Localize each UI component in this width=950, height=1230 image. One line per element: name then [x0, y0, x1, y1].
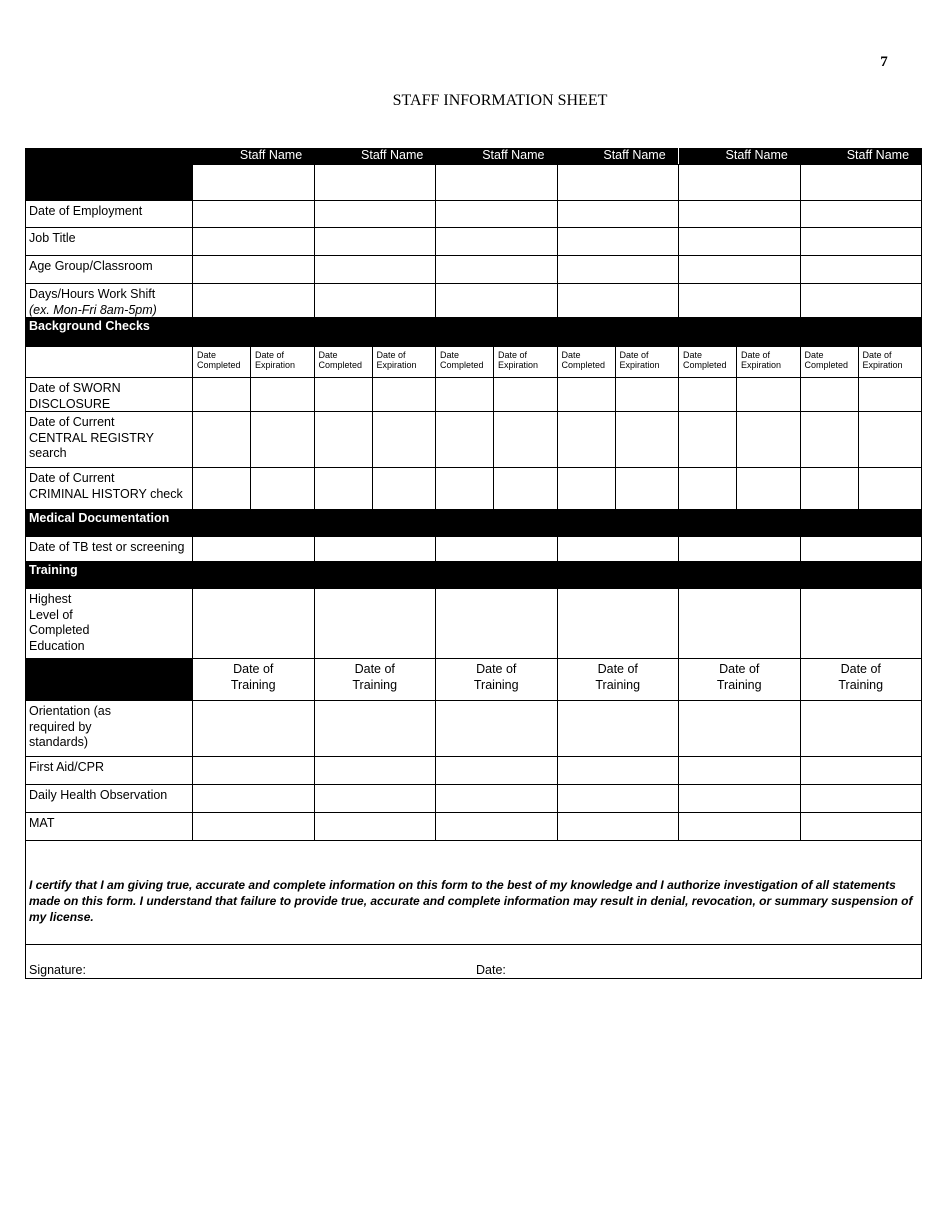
days-hours-field[interactable]: [558, 284, 680, 317]
background-subheader-row: [26, 346, 921, 377]
date-expiration-header: Date of Expiration: [376, 350, 417, 370]
staff-name-header: Staff Name: [725, 148, 788, 162]
background-check-group: [801, 468, 922, 509]
mat-field[interactable]: [558, 813, 680, 840]
date-expiration-field[interactable]: [494, 378, 557, 411]
date-expiration-field[interactable]: [251, 412, 314, 467]
date-of-employment-field[interactable]: [436, 201, 558, 227]
days-hours-row: [26, 283, 921, 317]
background-subheader-group: [436, 347, 558, 377]
daily-health-field[interactable]: [558, 785, 680, 812]
date-of-employment-field[interactable]: [315, 201, 437, 227]
date-expiration-field[interactable]: [373, 468, 436, 509]
job-title-field[interactable]: [801, 228, 922, 255]
date-of-employment-field[interactable]: [801, 201, 922, 227]
orientation-row: [26, 700, 921, 756]
mat-field[interactable]: [801, 813, 922, 840]
date-expiration-header: Date of Expiration: [498, 350, 539, 370]
date-expiration-field[interactable]: [251, 468, 314, 509]
tb-test-row: [26, 536, 921, 561]
background-check-group: [558, 412, 680, 467]
date-completed-header: Date Completed: [193, 347, 251, 377]
staff-name-header: Staff Name: [361, 148, 424, 162]
staff-name-header: Staff Name: [482, 148, 545, 162]
daily-health-field[interactable]: [193, 785, 315, 812]
staff-name-field[interactable]: [558, 165, 680, 200]
date-of-training-header: Date of Training: [679, 659, 801, 700]
background-check-group: [679, 412, 801, 467]
mat-field[interactable]: [679, 813, 801, 840]
date-completed-field[interactable]: [315, 378, 373, 411]
age-group-field[interactable]: [801, 256, 922, 283]
date-expiration-field[interactable]: [737, 378, 800, 411]
date-completed-header: Date Completed: [558, 347, 616, 377]
background-check-group: [315, 468, 437, 509]
staff-name-field[interactable]: [315, 165, 437, 200]
certification-statement: I certify that I am giving true, accurate and complete information on this form to the best of my knowledge and I authorize investigation of all statements made on this form. I understand that failure to provide true, accurate and complete information may result in denial, revocation, or summary suspension of my license.: [26, 840, 921, 944]
date-completed-field[interactable]: [679, 468, 737, 509]
first-aid-field[interactable]: [558, 757, 680, 784]
training-section: Training: [26, 561, 921, 588]
signature-label: Signature:: [29, 963, 86, 977]
date-completed-header: Date Completed: [679, 347, 737, 377]
date-expiration-header: Date of Expiration: [741, 350, 782, 370]
background-check-group: [558, 468, 680, 509]
background-check-group: [801, 378, 922, 411]
education-field[interactable]: [193, 589, 315, 658]
education-field[interactable]: [315, 589, 437, 658]
date-expiration-field[interactable]: [859, 468, 922, 509]
age-group-row: [26, 255, 921, 283]
page-title: STAFF INFORMATION SHEET: [392, 92, 608, 109]
date-completed-field[interactable]: [801, 468, 859, 509]
job-title-label: Job Title: [26, 228, 193, 255]
central-registry-row: [26, 411, 921, 467]
date-completed-field[interactable]: [315, 412, 373, 467]
days-hours-field[interactable]: [436, 284, 558, 317]
date-of-training-header: Date of Training: [315, 659, 437, 700]
date-completed-field[interactable]: [801, 412, 859, 467]
background-check-group: [436, 468, 558, 509]
background-check-group: [801, 412, 922, 467]
first-aid-label: First Aid/CPR: [26, 757, 193, 784]
days-hours-field[interactable]: [679, 284, 801, 317]
date-completed-field[interactable]: [679, 378, 737, 411]
date-completed-field[interactable]: [679, 412, 737, 467]
date-expiration-field[interactable]: [616, 412, 679, 467]
staff-name-header: Staff Name: [239, 148, 303, 162]
tb-test-field[interactable]: [679, 537, 801, 561]
date-expiration-field[interactable]: [494, 468, 557, 509]
staff-name-field[interactable]: [801, 165, 922, 200]
date-of-training-header-row: [26, 658, 921, 700]
date-expiration-field[interactable]: [251, 378, 314, 411]
first-aid-field[interactable]: [436, 757, 558, 784]
tb-test-field[interactable]: [436, 537, 558, 561]
background-check-group: [558, 378, 680, 411]
daily-health-field[interactable]: [801, 785, 922, 812]
days-hours-label: [26, 284, 193, 317]
date-expiration-field[interactable]: [616, 378, 679, 411]
first-aid-field[interactable]: [679, 757, 801, 784]
central-registry-label: Date of Current CENTRAL REGISTRY search: [26, 412, 193, 467]
background-subheader-group: [315, 347, 437, 377]
tb-test-label: Date of TB test or screening: [26, 537, 193, 561]
date-of-training-header: Date of Training: [558, 659, 680, 700]
job-title-field[interactable]: [558, 228, 680, 255]
date-completed-field[interactable]: [193, 412, 251, 467]
days-hours-field[interactable]: [315, 284, 437, 317]
date-completed-field[interactable]: [436, 412, 494, 467]
job-title-field[interactable]: [193, 228, 315, 255]
date-of-employment-field[interactable]: [679, 201, 801, 227]
job-title-field[interactable]: [436, 228, 558, 255]
date-expiration-field[interactable]: [737, 412, 800, 467]
days-hours-field[interactable]: [193, 284, 315, 317]
page-number: 7: [880, 54, 888, 70]
date-completed-field[interactable]: [193, 468, 251, 509]
criminal-history-row: [26, 467, 921, 509]
daily-health-label: Daily Health Observation: [26, 785, 193, 812]
sworn-disclosure-label: Date of SWORN DISCLOSURE: [26, 378, 193, 411]
staff-name-header: Staff Name: [846, 148, 910, 162]
date-of-training-header: Date of Training: [436, 659, 558, 700]
background-check-group: [315, 412, 437, 467]
staff-name-label-black: [26, 165, 193, 200]
date-completed-field[interactable]: [315, 468, 373, 509]
training-header-corner: [26, 659, 193, 700]
date-completed-field[interactable]: [558, 468, 616, 509]
mat-field[interactable]: [193, 813, 315, 840]
staff-information-form: [25, 148, 922, 979]
first-aid-row: [26, 756, 921, 784]
mat-label: MAT: [26, 813, 193, 840]
tb-test-field[interactable]: [558, 537, 680, 561]
signature-row[interactable]: [26, 944, 921, 978]
date-of-training-header: Date of Training: [193, 659, 315, 700]
mat-row: [26, 812, 921, 840]
date-expiration-field[interactable]: [737, 468, 800, 509]
education-field[interactable]: [558, 589, 680, 658]
date-expiration-header: Date of Expiration: [619, 350, 660, 370]
education-field[interactable]: [801, 589, 922, 658]
staff-name-header: Staff Name: [557, 148, 679, 164]
staff-name-field[interactable]: [193, 165, 315, 200]
orientation-label: Orientation (as required by standards): [26, 701, 193, 756]
job-title-field[interactable]: [315, 228, 437, 255]
criminal-history-label: Date of Current CRIMINAL HISTORY check: [26, 468, 193, 509]
orientation-field[interactable]: [801, 701, 922, 756]
background-subheader-group: [558, 347, 680, 377]
days-hours-label-line2: (ex. Mon-Fri 8am-5pm): [29, 302, 157, 317]
date-completed-field[interactable]: [193, 378, 251, 411]
job-title-row: [26, 227, 921, 255]
education-row: [26, 588, 921, 658]
background-check-group: [436, 378, 558, 411]
date-completed-header: Date Completed: [436, 347, 494, 377]
date-completed-field[interactable]: [436, 378, 494, 411]
date-expiration-field[interactable]: [494, 412, 557, 467]
date-expiration-field[interactable]: [859, 378, 922, 411]
age-group-field[interactable]: [558, 256, 680, 283]
background-check-group: [679, 378, 801, 411]
age-group-field[interactable]: [436, 256, 558, 283]
background-check-group: [193, 378, 315, 411]
age-group-field[interactable]: [315, 256, 437, 283]
education-field[interactable]: [436, 589, 558, 658]
date-of-employment-label: Date of Employment: [26, 201, 193, 227]
days-hours-label-line1: Days/Hours Work Shift: [29, 287, 156, 301]
days-hours-field[interactable]: [801, 284, 922, 317]
daily-health-field[interactable]: [315, 785, 437, 812]
date-of-employment-field[interactable]: [193, 201, 315, 227]
orientation-field[interactable]: [436, 701, 558, 756]
tb-test-field[interactable]: [315, 537, 437, 561]
background-check-group: [315, 378, 437, 411]
background-checks-section: Background Checks: [26, 317, 921, 346]
date-expiration-field[interactable]: [373, 412, 436, 467]
date-expiration-field[interactable]: [616, 468, 679, 509]
background-check-group: [193, 468, 315, 509]
date-completed-field[interactable]: [436, 468, 494, 509]
background-subheader-blank: [26, 347, 193, 377]
background-check-group: [679, 468, 801, 509]
age-group-label: Age Group/Classroom: [26, 256, 193, 283]
date-completed-field[interactable]: [558, 412, 616, 467]
mat-field[interactable]: [315, 813, 437, 840]
background-subheader-group: [193, 347, 315, 377]
daily-health-field[interactable]: [436, 785, 558, 812]
date-completed-header: Date Completed: [315, 347, 373, 377]
background-subheader-group: [801, 347, 922, 377]
background-check-group: [436, 412, 558, 467]
tb-test-field[interactable]: [801, 537, 922, 561]
staff-name-entry-row: [26, 164, 921, 200]
staff-name-header-row: [26, 148, 921, 164]
date-expiration-header: Date of Expiration: [862, 350, 903, 370]
date-of-employment-row: [26, 200, 921, 227]
age-group-field[interactable]: [193, 256, 315, 283]
background-check-group: [193, 412, 315, 467]
daily-health-row: [26, 784, 921, 812]
background-subheader-group: [679, 347, 801, 377]
date-expiration-field[interactable]: [859, 412, 922, 467]
date-label: Date:: [476, 963, 506, 977]
orientation-field[interactable]: [315, 701, 437, 756]
date-of-training-header: Date of Training: [838, 662, 884, 692]
date-expiration-header: Date of Expiration: [255, 350, 296, 370]
staff-name-field[interactable]: [679, 165, 801, 200]
first-aid-field[interactable]: [801, 757, 922, 784]
daily-health-field[interactable]: [679, 785, 801, 812]
mat-field[interactable]: [436, 813, 558, 840]
job-title-field[interactable]: [679, 228, 801, 255]
orientation-field[interactable]: [558, 701, 680, 756]
date-completed-header: Date Completed: [801, 347, 859, 377]
medical-documentation-section: Medical Documentation: [26, 509, 921, 536]
sworn-disclosure-row: [26, 377, 921, 411]
tb-test-field[interactable]: [193, 537, 315, 561]
education-field[interactable]: [679, 589, 801, 658]
first-aid-field[interactable]: [193, 757, 315, 784]
orientation-field[interactable]: [679, 701, 801, 756]
age-group-field[interactable]: [679, 256, 801, 283]
date-completed-field[interactable]: [801, 378, 859, 411]
date-completed-field[interactable]: [558, 378, 616, 411]
date-of-employment-field[interactable]: [558, 201, 680, 227]
header-corner: [26, 148, 193, 164]
staff-name-field[interactable]: [436, 165, 558, 200]
education-label: Highest Level of Completed Education: [26, 589, 193, 658]
first-aid-field[interactable]: [315, 757, 437, 784]
date-expiration-field[interactable]: [373, 378, 436, 411]
orientation-field[interactable]: [193, 701, 315, 756]
